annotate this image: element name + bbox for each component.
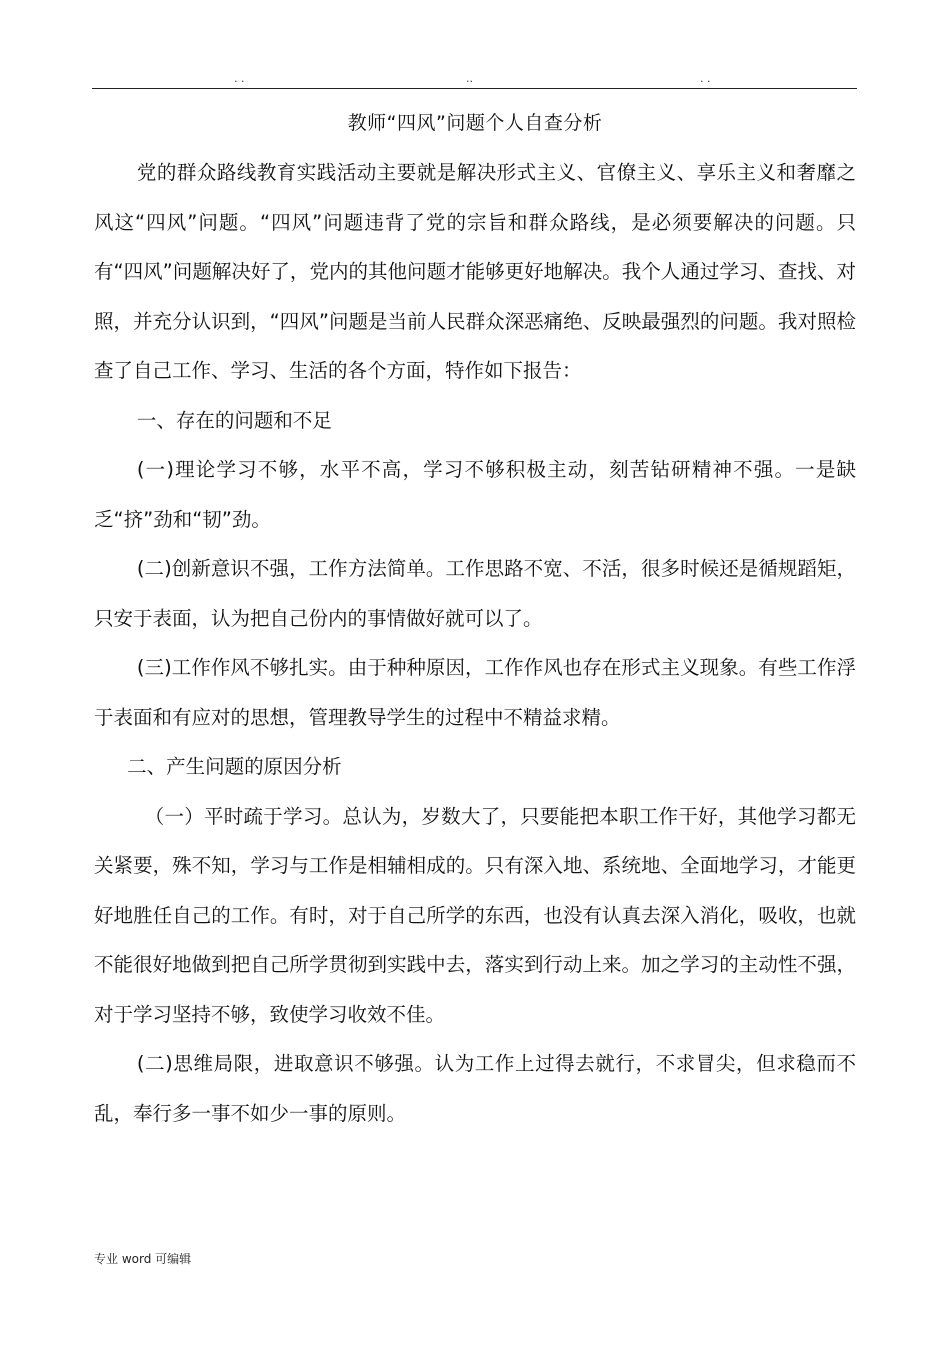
problem-item-1: (一)理论学习不够，水平不高，学习不够积极主动，刻苦钻研精神不强。一是缺乏“挤”劲和“韧”劲。 xyxy=(94,458,856,531)
section-heading-causes: 二、产生问题的原因分析 xyxy=(127,755,342,778)
header-mark-right: . . xyxy=(700,72,711,85)
page-header-marks xyxy=(0,72,950,86)
header-divider xyxy=(92,88,857,89)
cause-item-2: (二)思维局限，进取意识不够强。认为工作上过得去就行，不求冒尖，但求稳而不乱，奉行多一事不如少一事的原则。 xyxy=(94,1052,856,1125)
header-mark-left: . . xyxy=(234,72,245,85)
section-heading-problems: 一、存在的问题和不足 xyxy=(136,408,332,432)
problem-item-2: (二)创新意识不强，工作方法简单。工作思路不宽、不活，很多时候还是循规蹈矩，只安于表面，认为把自己份内的事情做好就可以了。 xyxy=(94,557,856,630)
document-body xyxy=(94,148,856,1138)
problem-item-3: (三)工作作风不够扎实。由于种种原因，工作作风也存在形式主义现象。有些工作浮于表面和有应对的思想，管理教导学生的过程中不精益求精。 xyxy=(94,656,856,729)
header-mark-center: .. xyxy=(466,72,473,85)
document-title: 教师“四风”问题个人自查分析 xyxy=(347,112,603,134)
cause-item-1: （一）平时疏于学习。总认为，岁数大了，只要能把本职工作干好，其他学习都无关紧要，殊不知，学习与工作是相辅相成的。只有深入地、系统地、全面地学习，才能更好地胜任自己的工作。有时，对于自己所学的东西，也没有认真去深入消化，吸收，也就不能很好地做到把自己所学贯彻到实践中去，落实到行动上来。加之学习的主动性不强，对于学习坚持不够，致使学习收效不佳。 xyxy=(94,804,856,1026)
intro-paragraph: 党的群众路线教育实践活动主要就是解决形式主义、官僚主义、享乐主义和奢靡之风这“四风”问题。“四风”问题违背了党的宗旨和群众路线，是必须要解决的问题。只有“四风”问题解决好了，党内的其他问题才能够更好地解决。我个人通过学习、查找、对照，并充分认识到，“四风”问题是当前人民群众深恶痛绝、反映最强烈的问题。我对照检查了自己工作、学习、生活的各个方面，特作如下报告： xyxy=(94,161,856,382)
footer-label: 专业 word 可编辑 xyxy=(94,1252,192,1266)
